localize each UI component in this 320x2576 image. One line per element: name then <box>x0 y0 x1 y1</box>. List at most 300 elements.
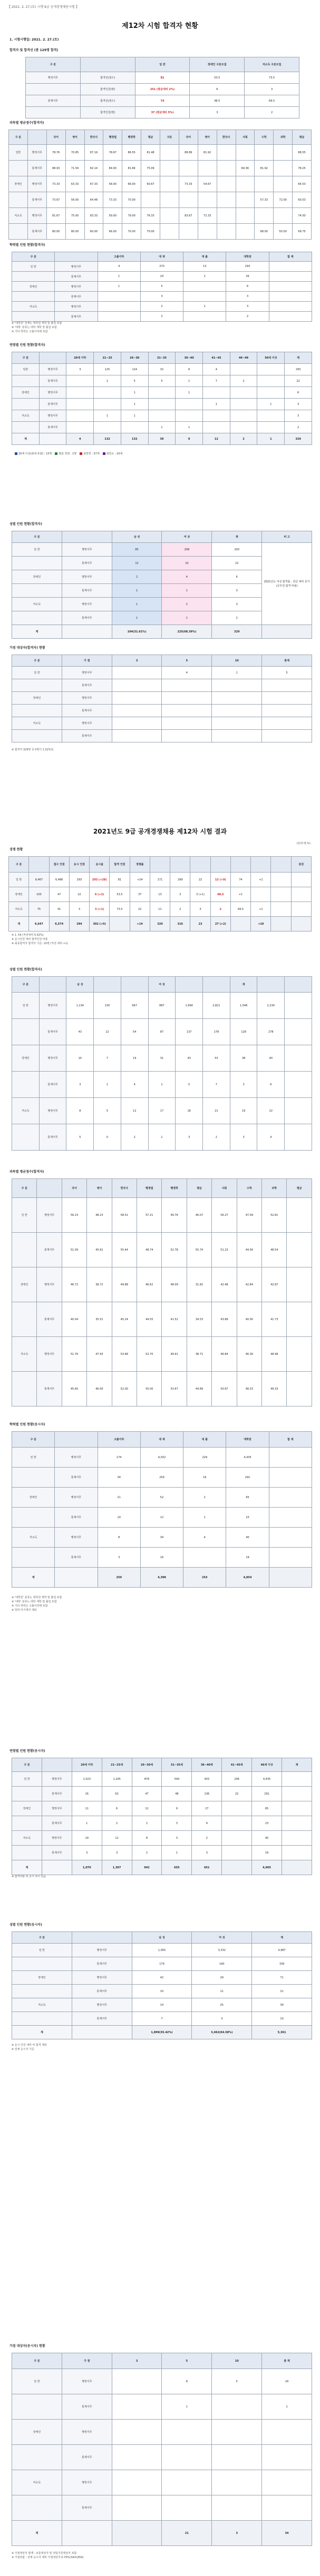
table-cell: 56.27 <box>212 1198 237 1233</box>
table-cell <box>26 84 81 95</box>
table-cell: 53 <box>203 1045 230 1072</box>
table-cell <box>112 679 162 692</box>
table-cell <box>222 1801 252 1816</box>
table-cell: 통계서무 <box>39 1072 66 1098</box>
p2-s1-title: 경쟁 현황 <box>9 848 23 851</box>
p2-s5-table <box>12 1758 312 1875</box>
p2-s4-notes <box>12 1596 62 1612</box>
col-header: 36~40 <box>176 352 203 364</box>
table-cell: 1 <box>257 433 285 445</box>
table-cell: 통계서무 <box>72 2012 132 2026</box>
table-cell: 3 <box>140 292 183 302</box>
table-cell: 655 <box>162 1860 192 1875</box>
table-cell: 통계서무 <box>62 611 112 625</box>
table-row <box>12 375 312 387</box>
table-cell: 3 <box>162 1816 192 1831</box>
table-cell: 51.76 <box>62 1337 86 1372</box>
col-header: 행정학 <box>162 1179 187 1198</box>
table-cell <box>291 902 311 917</box>
table-cell: 46.84 <box>212 1337 237 1372</box>
table-cell: 장애인 <box>12 1971 72 1985</box>
table-cell: 67.33 <box>84 176 103 192</box>
col-header: 총계 <box>262 655 312 667</box>
table-cell: 통계서무 <box>62 2495 112 2521</box>
table-cell: 통계서무 <box>39 1019 66 1045</box>
table-cell: 7 <box>203 1072 230 1098</box>
table-cell: 장애인 <box>12 1488 55 1508</box>
table-cell: 저소득 <box>12 1998 72 2012</box>
table-cell: 46.72 <box>62 1267 86 1302</box>
table-cell: 86.55 <box>122 145 141 161</box>
s3-notes <box>12 321 62 334</box>
table-cell: 10 <box>162 557 212 570</box>
table-cell: 행정서무 <box>62 2420 112 2445</box>
table-cell: 293 <box>69 873 89 887</box>
table-cell: 행정서무 <box>27 208 46 224</box>
table-cell: 88.89 <box>179 145 198 161</box>
table-cell: 66.00 <box>122 176 141 192</box>
table-cell <box>39 433 66 445</box>
col-header <box>27 130 46 145</box>
table-cell: 40.00 <box>237 1302 261 1337</box>
table-cell: 49.76 <box>162 1198 187 1233</box>
table-cell: 47.09 <box>237 1198 261 1233</box>
table-cell: 49.91 <box>162 1337 187 1372</box>
table-cell: 69.75 <box>293 224 312 240</box>
table-cell: 208 <box>162 543 212 557</box>
table-cell: 70.00 <box>122 192 141 208</box>
table-row <box>12 1528 312 1548</box>
table-cell: 4,987 <box>252 1944 312 1957</box>
table-cell: 43 <box>66 1019 94 1045</box>
table-cell <box>230 410 257 422</box>
col-header <box>251 857 271 873</box>
col-header: 가 점 <box>62 2353 112 2369</box>
table-cell: 34 <box>140 1528 183 1548</box>
table-cell: 64.53 <box>293 176 312 192</box>
table-cell <box>262 679 312 692</box>
table-cell: 18 <box>176 1098 203 1124</box>
legend-swatch <box>103 452 105 455</box>
table-cell <box>287 1267 312 1302</box>
table-cell: 48.33 <box>237 1372 261 1406</box>
table-cell <box>148 387 176 399</box>
table-cell <box>12 730 62 742</box>
table-cell <box>282 1846 312 1860</box>
col-header: 대학원 <box>226 1432 269 1448</box>
table-cell: 통계서무 <box>72 1985 132 1998</box>
table-cell: 2 <box>285 422 312 433</box>
col-header: 수학 <box>255 130 274 145</box>
table-cell: 13 <box>150 887 170 902</box>
table-cell: 행정서무 <box>72 1944 132 1957</box>
legend-label: 20세 이상(최대 포함) : 15명 <box>18 452 52 455</box>
table-row <box>12 1846 312 1860</box>
p2-s3-table <box>12 1178 312 1406</box>
col-header: 응시 인원 <box>69 857 89 873</box>
table-cell: 3 <box>192 1846 222 1860</box>
table-cell <box>285 1072 312 1098</box>
table-cell: +10 <box>251 917 271 932</box>
col-header: 21~25세 <box>102 1758 132 1772</box>
table-cell <box>112 667 162 679</box>
table-cell: 통계서무 <box>62 2394 112 2420</box>
table-row <box>12 1787 312 1801</box>
table-cell <box>269 262 312 272</box>
table-cell: 3,462(64.58%) <box>192 2026 252 2039</box>
table-cell: 4 <box>203 364 230 375</box>
table-cell: 행정서무 <box>37 1267 62 1302</box>
table-cell: 행정서무 <box>62 598 112 611</box>
table-row <box>12 282 312 292</box>
table-cell: 73.5 <box>110 902 130 917</box>
col-header: 행정법 <box>137 1179 162 1198</box>
table-cell: 75 <box>29 902 49 917</box>
table-cell <box>282 1772 312 1787</box>
table-cell: 125 <box>94 364 121 375</box>
table-cell: 68.00 <box>255 224 274 240</box>
table-cell <box>148 399 176 410</box>
table-cell <box>262 2470 312 2495</box>
table-cell <box>212 730 262 742</box>
table-cell: 3 <box>102 1846 132 1860</box>
table-cell: 37 (평균대비 5%) <box>135 107 190 118</box>
table-cell: 4 <box>257 1124 285 1151</box>
table-cell: 46.62 <box>137 1267 162 1302</box>
table-row <box>12 422 312 433</box>
note-line: ※ 응시인원 대비 합격인원 비율 <box>12 938 48 941</box>
table-cell <box>94 387 121 399</box>
table-cell: 행정서무 <box>62 692 112 705</box>
col-header <box>39 977 66 993</box>
table-cell: 2 <box>132 1846 162 1860</box>
table-cell: 51.09 <box>62 1233 86 1267</box>
table-cell: 12 <box>121 1098 148 1124</box>
table-cell: 행정서무 <box>55 262 98 272</box>
table-row <box>12 1801 312 1816</box>
table-cell <box>262 2420 312 2445</box>
table-cell <box>12 705 62 717</box>
p2-s5-note: ※ 합격자와 비 교기 차이 있음 <box>12 1875 46 1878</box>
table-cell <box>291 873 311 887</box>
col-header: 구 분 <box>12 1932 72 1944</box>
table-cell: 1 <box>94 1072 121 1098</box>
p2-s4-table <box>12 1431 312 1588</box>
table-cell: 계 <box>12 1860 42 1875</box>
table-cell <box>112 2521 162 2546</box>
col-header: 장애인 구분모집 <box>190 57 245 72</box>
table-row <box>12 1267 312 1302</box>
table-row <box>12 410 312 422</box>
table-cell: 225(68.39%) <box>162 625 212 639</box>
table-cell: 6 <box>212 570 262 584</box>
s6-note: ※ 합격자 329명 중 5명이 1.52%임 <box>12 748 54 751</box>
col-header: 평균 <box>187 1179 211 1198</box>
col-header <box>176 977 203 993</box>
table-cell: 5,361 <box>252 2026 312 2039</box>
table-cell <box>183 1548 226 1568</box>
table-cell: 1 <box>148 422 176 433</box>
table-cell: 6 <box>226 282 269 292</box>
col-header: 저소득 구분모집 <box>245 57 299 72</box>
table-cell: 2 <box>210 902 230 917</box>
table-cell: 49.88 <box>112 1267 137 1302</box>
table-cell <box>269 1468 312 1488</box>
table-cell: 19 <box>230 1098 257 1124</box>
table-row <box>12 2445 312 2470</box>
table-cell <box>222 1831 252 1846</box>
table-cell <box>12 1548 55 1568</box>
table-cell: 장애인 <box>12 387 40 399</box>
table-cell <box>176 410 203 422</box>
table-cell: 저소득 <box>12 302 55 312</box>
col-header <box>37 1179 62 1198</box>
s3-table <box>12 252 312 322</box>
col-header: 남 성 <box>66 977 94 993</box>
table-cell: 942 <box>132 1860 162 1875</box>
table-cell: 저소득 <box>12 598 62 611</box>
table-cell: 2 <box>212 611 262 625</box>
table-cell: 81.67 <box>46 208 65 224</box>
table-cell: 통계서무 <box>55 1508 98 1528</box>
table-cell: 통계서무 <box>37 1372 62 1406</box>
table-cell: 48.74 <box>137 1233 162 1267</box>
table-cell: 75.00 <box>65 208 84 224</box>
table-cell: 3 <box>98 1548 140 1568</box>
legend-label: 최연장 : 57세 <box>83 452 100 455</box>
note-line: ※ 최종합격자 합격자 기준: 10명 (직전 대비 +1) <box>12 942 69 945</box>
table-cell: 34.53 <box>187 1302 211 1337</box>
table-cell: 83.33 <box>84 208 103 224</box>
table-cell: 저소득 <box>12 1098 40 1124</box>
col-header: 10 <box>212 2353 262 2369</box>
table-cell: 통계서무 <box>55 1548 98 1568</box>
table-row <box>12 993 312 1019</box>
table-row <box>12 1985 312 1998</box>
table-cell <box>12 1985 72 1998</box>
table-cell: 293 <box>285 364 312 375</box>
table-row <box>12 1488 312 1508</box>
col-header: 남 성 <box>132 1932 192 1944</box>
col-header: 구 분 <box>26 57 81 72</box>
table-cell: 40 <box>252 1831 282 1846</box>
table-cell: 2 <box>230 375 257 387</box>
table-cell: 1 <box>98 272 140 282</box>
table-row <box>12 1045 312 1072</box>
table-row <box>26 84 299 95</box>
table-cell <box>12 584 62 598</box>
table-cell: 7 <box>203 375 230 387</box>
table-cell: 22 <box>285 375 312 387</box>
col-header: 합 계 <box>269 252 312 262</box>
table-cell: 저소득 <box>12 1337 37 1372</box>
col-header: 31~35세 <box>162 1758 192 1772</box>
table-row <box>12 1944 312 1957</box>
table-cell <box>112 692 162 705</box>
table-cell: 통계서무 <box>27 224 46 240</box>
table-cell <box>287 1302 312 1337</box>
col-header: 평균 <box>141 130 160 145</box>
table-cell <box>203 422 230 433</box>
s1-table <box>25 57 299 118</box>
table-cell <box>183 312 226 322</box>
table-cell: 6 <box>102 1801 132 1816</box>
table-cell: 329 <box>150 917 170 932</box>
table-cell: 60.00 <box>84 224 103 240</box>
table-cell: 17 <box>148 1098 176 1124</box>
table-cell: 46.00 <box>87 1372 112 1406</box>
col-header: 사회 <box>236 130 255 145</box>
table-cell <box>98 302 140 312</box>
unit-note: (단위:명,%) <box>296 842 311 845</box>
col-header: 합격 인원 <box>110 857 130 873</box>
col-header <box>94 977 121 993</box>
table-cell: 일 반 <box>12 667 62 679</box>
table-cell <box>112 730 162 742</box>
table-cell: 48.5 <box>190 95 245 107</box>
table-cell: 48.98 <box>262 1337 287 1372</box>
table-cell: 46.07 <box>187 1198 211 1233</box>
table-cell: 291 <box>226 1468 269 1488</box>
table-cell: 55.74 <box>187 1233 211 1267</box>
table-cell: 887 <box>148 993 176 1019</box>
table-cell: 31.82 <box>187 1267 211 1302</box>
table-cell: 행정서무 <box>37 1337 62 1372</box>
table-cell: 3 <box>230 1124 257 1151</box>
table-cell <box>12 1957 72 1971</box>
header-text: 【 2021. 2. 27.(토) 시행 9급 공개경쟁채용시험 】 <box>7 5 79 9</box>
table-cell: 16 <box>140 1548 183 1568</box>
table-row <box>12 2420 312 2445</box>
table-cell: 4 <box>162 667 212 679</box>
table-cell: 21 <box>162 2521 212 2546</box>
table-cell: 81.84 <box>122 161 141 176</box>
table-cell: 행정서무 <box>42 1831 72 1846</box>
table-cell: 22 <box>69 887 89 902</box>
table-cell: 64.48 <box>84 192 103 208</box>
table-cell: 통계서무 <box>42 1846 72 1860</box>
col-header: 여 성 <box>162 531 212 543</box>
table-cell: 132 <box>121 433 148 445</box>
table-cell: 행정서무 <box>42 1772 72 1787</box>
table-row <box>12 667 312 679</box>
col-header: 가 점 <box>62 655 112 667</box>
table-cell: 6,647 <box>29 917 49 932</box>
table-cell: 81 <box>110 873 130 887</box>
table-cell: 6 <box>176 364 203 375</box>
table-cell: 3 <box>66 1072 94 1098</box>
table-cell: 6 (+2) <box>90 887 110 902</box>
table-cell <box>212 692 262 705</box>
table-cell: 통계서무 <box>27 161 46 176</box>
table-cell: 43 <box>176 1045 203 1072</box>
table-cell: 12 <box>203 433 230 445</box>
table-cell: 40 <box>257 1045 285 1072</box>
table-cell: 합격선(점수) <box>80 95 135 107</box>
table-cell: 41 <box>49 902 69 917</box>
col-header: 구 분 <box>9 130 28 145</box>
table-cell: 34 <box>98 1468 140 1488</box>
p2-s1-table <box>8 856 312 932</box>
table-cell: 행정서무 <box>62 570 112 584</box>
table-cell: 7 <box>94 1045 121 1072</box>
table-cell: 3 <box>285 410 312 422</box>
table-cell: 65 <box>252 1801 282 1816</box>
col-header: 영어 <box>65 130 84 145</box>
col-header <box>80 57 135 72</box>
table-cell: 57.21 <box>137 1198 162 1233</box>
col-header: 총 계 <box>262 2353 312 2369</box>
note-line: ※ 학력 미기재자 제외 <box>12 1609 37 1612</box>
col-header: 영어 <box>87 1179 112 1198</box>
table-cell <box>12 422 40 433</box>
table-cell <box>198 161 217 176</box>
table-cell <box>257 387 285 399</box>
col-header <box>72 1932 132 1944</box>
col-header: 국어 <box>62 1179 86 1198</box>
table-cell: 4 <box>66 433 94 445</box>
table-row <box>12 692 312 705</box>
table-cell <box>162 730 212 742</box>
table-cell: 329 <box>285 433 312 445</box>
table-cell: 통계서무 <box>62 584 112 598</box>
table-cell: 34 <box>262 2521 312 2546</box>
col-header: 한국사 <box>217 130 236 145</box>
table-cell: 5 <box>121 375 148 387</box>
table-cell <box>12 2394 62 2420</box>
table-cell: 253 <box>183 1568 226 1588</box>
table-cell: 124 <box>121 364 148 375</box>
table-cell <box>9 224 28 240</box>
col-header: 구 분 <box>12 531 62 543</box>
table-cell <box>230 364 257 375</box>
table-row <box>12 292 312 302</box>
table-cell: 293 <box>226 262 269 272</box>
table-row <box>12 364 312 375</box>
table-cell: 4 <box>98 262 140 272</box>
table-cell: 53.5 <box>110 887 130 902</box>
table-cell: 80.00 <box>65 224 84 240</box>
table-cell: 5 <box>148 375 176 387</box>
s5-title: 성별 인원 현황(합격자) <box>9 522 42 526</box>
table-cell: 1 <box>162 2394 212 2420</box>
col-header: 계 <box>212 531 262 543</box>
table-cell <box>262 625 312 639</box>
table-cell: 4 <box>121 1072 148 1098</box>
table-cell: 1,070 <box>72 1860 102 1875</box>
table-cell <box>179 161 198 176</box>
table-cell: 2 <box>170 902 190 917</box>
table-cell <box>217 145 236 161</box>
table-cell: 저소득 <box>12 1528 55 1548</box>
table-cell: 통계서무 <box>72 1957 132 1971</box>
table-cell: 50.50 <box>274 224 293 240</box>
table-cell <box>271 902 291 917</box>
table-cell: 316 <box>170 917 190 932</box>
legend-label: 최연소 : 20세 <box>106 452 123 455</box>
table-cell: 장애인 <box>12 692 62 705</box>
col-header: 구 분 <box>12 1758 42 1772</box>
table-row <box>12 543 312 557</box>
table-cell: 44.55 <box>137 1302 162 1337</box>
table-cell: 12 <box>132 1801 162 1816</box>
table-cell: 291 <box>252 1787 282 1801</box>
table-cell: 1,023 <box>72 1772 102 1787</box>
table-cell: 1 <box>203 399 230 410</box>
col-header <box>170 857 190 873</box>
table-cell: 통계서무 <box>27 192 46 208</box>
table-cell <box>269 1448 312 1468</box>
